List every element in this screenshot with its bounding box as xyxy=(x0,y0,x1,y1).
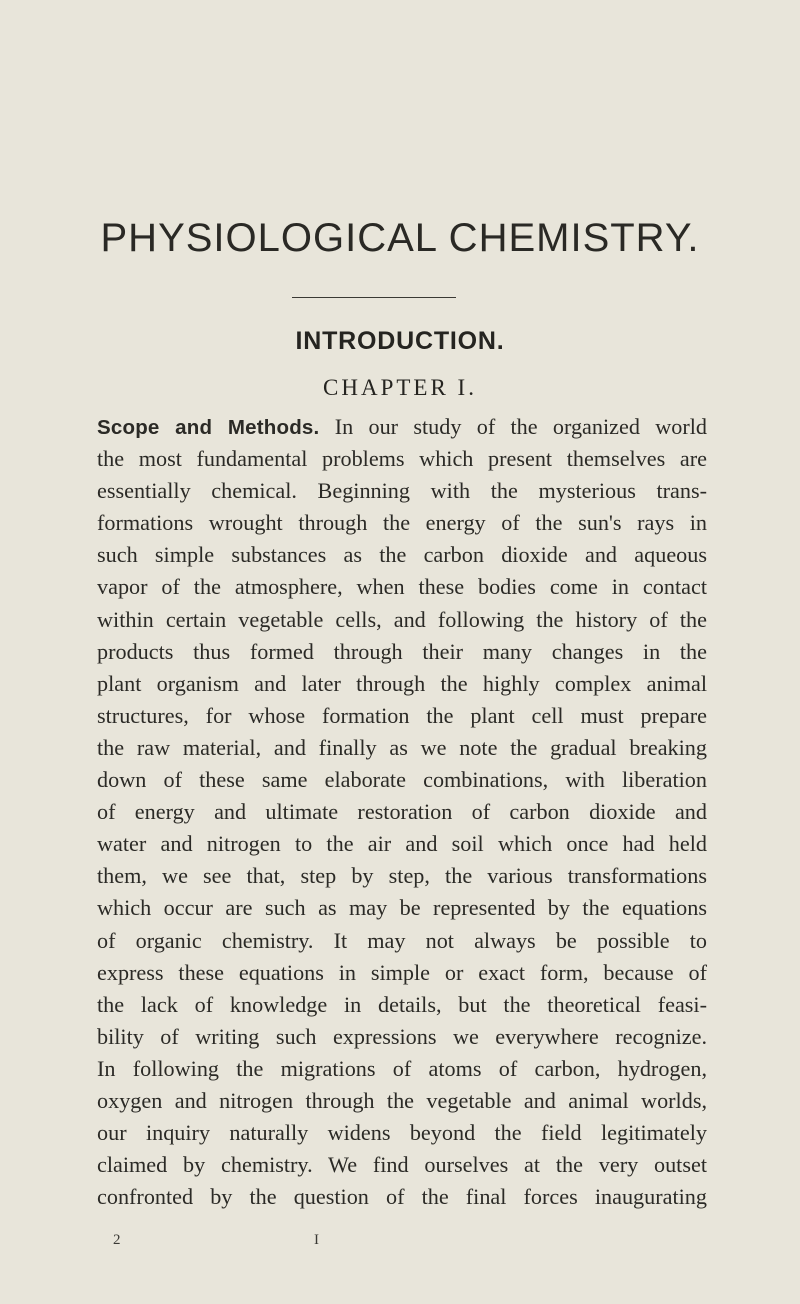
paragraph-line: oxygen and nitrogen through the vegetable and animal worlds, xyxy=(97,1087,707,1113)
section-heading: INTRODUCTION. xyxy=(295,327,505,355)
signature-mark: 2 xyxy=(113,1232,121,1248)
paragraph-line: formations wrought through the energy of the sun's rays in xyxy=(97,510,707,536)
paragraph-line: water and nitrogen to the air and soil which once had held xyxy=(97,831,707,857)
paragraph-line: vapor of the atmosphere, when these bodies come in contact xyxy=(97,574,707,600)
paragraph-line: them, we see that, step by step, the various transformations xyxy=(97,863,707,889)
paragraph-line: In following the migrations of atoms of carbon, hydrogen, xyxy=(97,1055,707,1081)
paragraph-line: confronted by the question of the final forces inaugurating xyxy=(97,1184,707,1210)
paragraph-line: bility of writing such expressions we everywhere recognize. xyxy=(97,1023,707,1049)
paragraph-line: of energy and ultimate restoration of carbon dioxide and xyxy=(97,799,707,825)
paragraph-line: express these equations in simple or exact form, because of xyxy=(97,959,707,985)
title-rule xyxy=(292,297,456,298)
paragraph-line: claimed by chemistry. We find ourselves at the very outset xyxy=(97,1152,707,1178)
page-title: PHYSIOLOGICAL CHEMISTRY. xyxy=(100,216,700,260)
paragraph-line: such simple substances as the carbon dioxide and aqueous xyxy=(97,542,707,568)
paragraph-line: within certain vegetable cells, and following the history of the xyxy=(97,606,707,632)
paragraph-line: the most fundamental problems which present themselves are xyxy=(97,446,707,472)
paragraph-line: down of these same elaborate combinations, with liberation xyxy=(97,767,707,793)
paragraph-line: the lack of knowledge in details, but the theoretical feasi- xyxy=(97,991,707,1017)
paragraph-line: the raw material, and finally as we note the gradual breaking xyxy=(97,734,707,760)
paragraph-line: essentially chemical. Beginning with the mysterious trans- xyxy=(97,478,707,504)
paragraph-line: of organic chemistry. It may not always be possible to xyxy=(97,927,707,953)
paragraph-line: plant organism and later through the highly complex animal xyxy=(97,670,707,696)
paragraph-line: our inquiry naturally widens beyond the field legitimately xyxy=(97,1120,707,1146)
paragraph-line: structures, for whose formation the plant cell must prepare xyxy=(97,702,707,728)
paragraph-line xyxy=(97,411,707,443)
paragraph-line: which occur are such as may be represented by the equations xyxy=(97,895,707,921)
body-paragraph xyxy=(97,411,707,1213)
folio-mark: I xyxy=(314,1232,319,1248)
paragraph-line: products thus formed through their many changes in the xyxy=(97,638,707,664)
chapter-heading: CHAPTER I. xyxy=(323,375,477,400)
run-in-heading: Scope and Methods. xyxy=(97,416,320,439)
paragraph-line-text: In our study of the organized world xyxy=(334,414,708,439)
